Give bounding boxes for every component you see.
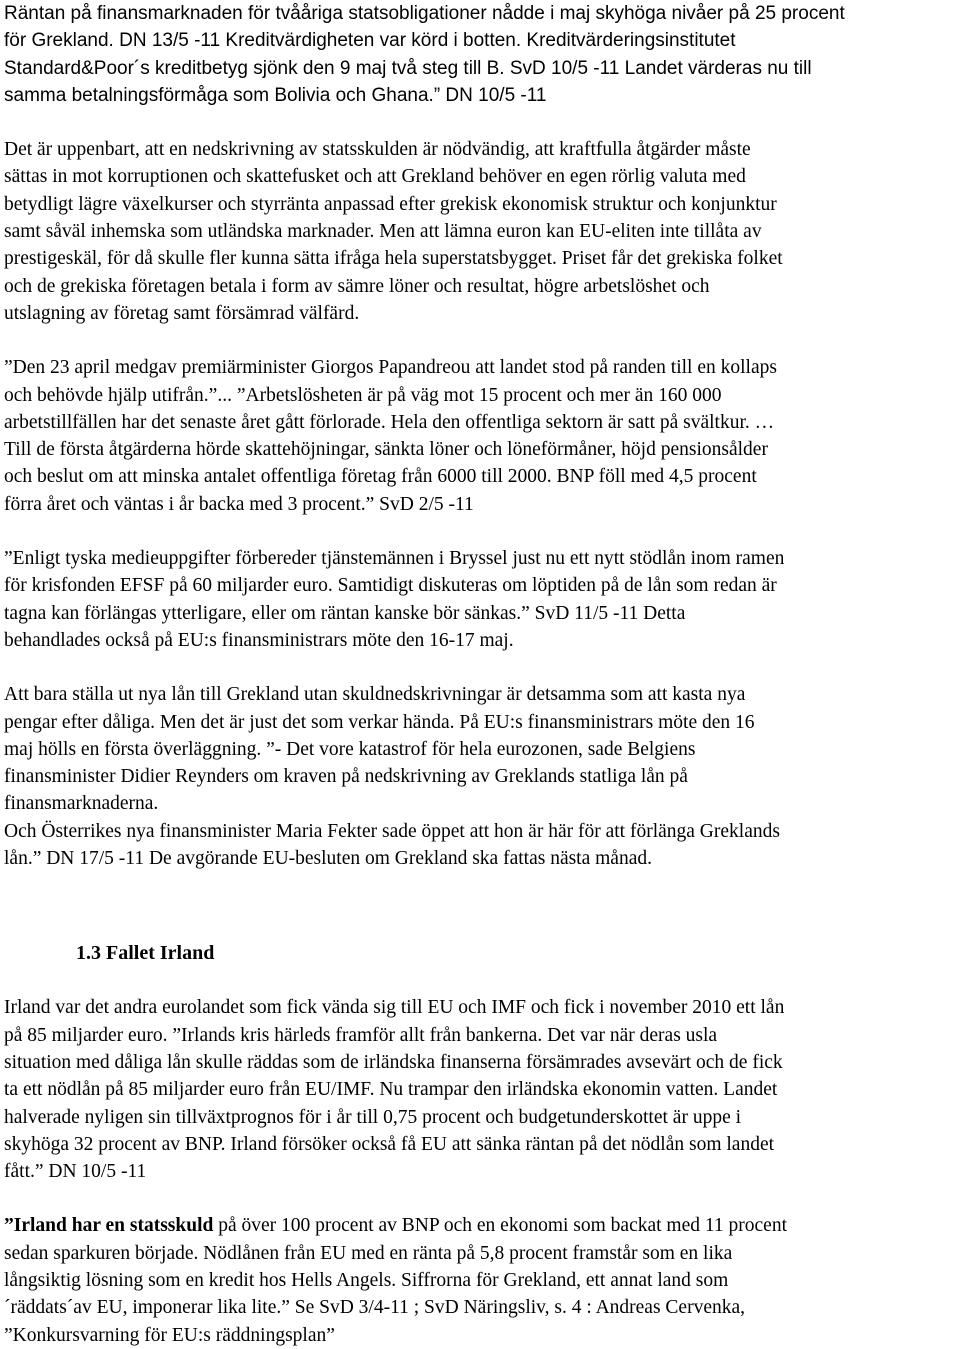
paragraph-line: ”Den 23 april medgav premiärminister Giorgos Papandreou att landet stod på randen till en kollaps [4,357,777,379]
paragraph-6 [4,994,960,1185]
paragraph-line: för Grekland. DN 13/5 -11 Kreditvärdigheten var körd i botten. Kreditvärderingsinstitutet [4,30,736,52]
paragraph-line: Räntan på finansmarknaden för tvååriga statsobligationer nådde i maj skyhöga nivåer på 25 procent [4,3,845,24]
paragraph-line [4,1212,960,1239]
paragraph-line: och beslut om att minska antalet offentliga företag från 6000 till 2000. BNP föll med 4,5 procent [4,466,757,488]
paragraph-line: Irland var det andra eurolandet som fick vända sig till EU och IMF och fick i november 2010 ett lån [4,997,785,1019]
paragraph-line: finansmarknaderna. [4,793,159,815]
paragraph-line: utslagning av företag samt försämrad välfärd. [4,302,360,324]
document-page [4,0,960,1349]
paragraph-line: skyhöga 32 procent av BNP. Irland försöker också få EU att sänka räntan på det nödlån som landet [4,1133,775,1155]
paragraph-line: maj hölls en första överläggning. ”- Det vore katastrof för hela eurozonen, sade Belgiens [4,738,696,760]
spacer [4,327,960,354]
paragraph-line: Standard&Poor´s kreditbetyg sjönk den 9 maj två steg till B. SvD 10/5 -11 Landet värderas nu till [4,57,812,79]
paragraph-line: på 85 miljarder euro. ”Irlands kris härleds framför allt från bankerna. Det var när deras usla [4,1024,718,1046]
paragraph-4 [4,545,960,654]
paragraph-line: Och Österrikes nya finansminister Maria Fekter sade öppet att hon är här för att förlänga Greklands [4,820,780,842]
paragraph-line: pengar efter dåliga. Men det är just det som verkar hända. På EU:s finansministrars möte den 16 [4,711,755,733]
paragraph-line: prestigeskäl, för då skulle fler kunna sätta ifråga hela superstatsbygget. Priset får det grekiska folket [4,248,783,270]
paragraph-line: Till de första åtgärderna hörde skattehöjningar, sänkta löner och löneförmåner, höjd pensionsålder [4,439,768,461]
paragraph-line: Att bara ställa ut nya lån till Grekland utan skuldnedskrivningar är detsamma som att kasta nya [4,684,746,706]
paragraph-line: för krisfonden EFSF på 60 miljarder euro. Samtidigt diskuteras om löptiden på de lån som redan är [4,575,777,597]
paragraph-line: tagna kan förlängas ytterligare, eller om räntan kanske bör sänkas.” SvD 11/5 -11 Detta [4,602,686,624]
paragraph-line: och behövde hjälp utifrån.”... ”Arbetslösheten är på väg mot 15 procent och mer än 160 000 [4,384,722,406]
paragraph-line: Det är uppenbart, att en nedskrivning av statsskulden är nödvändig, att kraftfulla åtgärder måste [4,139,751,161]
paragraph-line: ”Konkursvarning för EU:s räddningsplan” [4,1324,335,1346]
paragraph-line: sedan sparkuren började. Nödlånen från EU med en ränta på 5,8 procent framstår som en lika [4,1242,733,1264]
paragraph-1 [4,0,960,109]
paragraph-2 [4,136,960,327]
paragraph-line: fått.” DN 10/5 -11 [4,1161,147,1183]
paragraph-line: långsiktig lösning som en kredit hos Hells Angels. Siffrorna för Grekland, ett annat land som [4,1269,729,1291]
paragraph-line: behandlades också på EU:s finansministrars möte den 16-17 maj. [4,629,514,651]
paragraph-line: ”Enligt tyska medieuppgifter förbereder tjänstemännen i Bryssel just nu ett nytt stödlån inom ramen [4,548,785,570]
bold-lead: ”Irland har en statsskuld [4,1215,214,1237]
paragraph-line: betydligt lägre växelkurser och styrränta anpassad efter grekisk ekonomisk struktur och konjunktur [4,193,777,215]
paragraph-line: halverade nyligen sin tillväxtprognos för i år till 0,75 procent och budgetunderskottet är uppe i [4,1106,742,1128]
paragraph-line: samma betalningsförmåga som Bolivia och Ghana.” DN 10/5 -11 [4,84,547,106]
spacer [4,518,960,545]
paragraph-line: förra året och väntas i år backa med 3 procent.” SvD 2/5 -11 [4,493,474,515]
paragraph-line: ta ett nödlån på 85 miljarder euro från EU/IMF. Nu trampar den irländska ekonomin vatten. Landet [4,1079,778,1101]
paragraph-line: ´räddats´av EU, imponerar lika lite.” Se SvD 3/4-11 ; SvD Näringsliv, s. 4 : Andreas Cervenka, [4,1297,746,1319]
paragraph-line: finansminister Didier Reynders om kraven på nedskrivning av Greklands statliga lån på [4,766,688,788]
paragraph-7 [4,1212,960,1348]
paragraph-line: situation med dåliga lån skulle räddas som de irländska finanserna försämrades avsevärt och de fick [4,1051,783,1073]
spacer [4,109,960,136]
paragraph-line: arbetstillfällen har det senaste året gått förlorade. Hela den offentliga sektorn är satt på svältkur. … [4,411,775,433]
paragraph-line: sättas in mot korruptionen och skattefusket och att Grekland behöver en egen rörlig valuta med [4,166,746,188]
spacer [4,967,960,994]
spacer [4,872,960,940]
section-heading: 1.3 Fallet Irland [76,942,215,965]
line-rest: på över 100 procent av BNP och en ekonomi som backat med 11 procent [213,1215,787,1237]
paragraph-3 [4,354,960,518]
spacer [4,1185,960,1212]
paragraph-line: lån.” DN 17/5 -11 De avgörande EU-besluten om Grekland ska fattas nästa månad. [4,848,652,870]
paragraph-line: och de grekiska företagen betala i form av sämre löner och resultat, högre arbetslöshet och [4,275,710,297]
paragraph-line: samt såväl inhemska som utländska marknader. Men att lämna euron kan EU-eliten inte tillåta av [4,221,762,243]
spacer [4,654,960,681]
paragraph-5 [4,681,960,872]
